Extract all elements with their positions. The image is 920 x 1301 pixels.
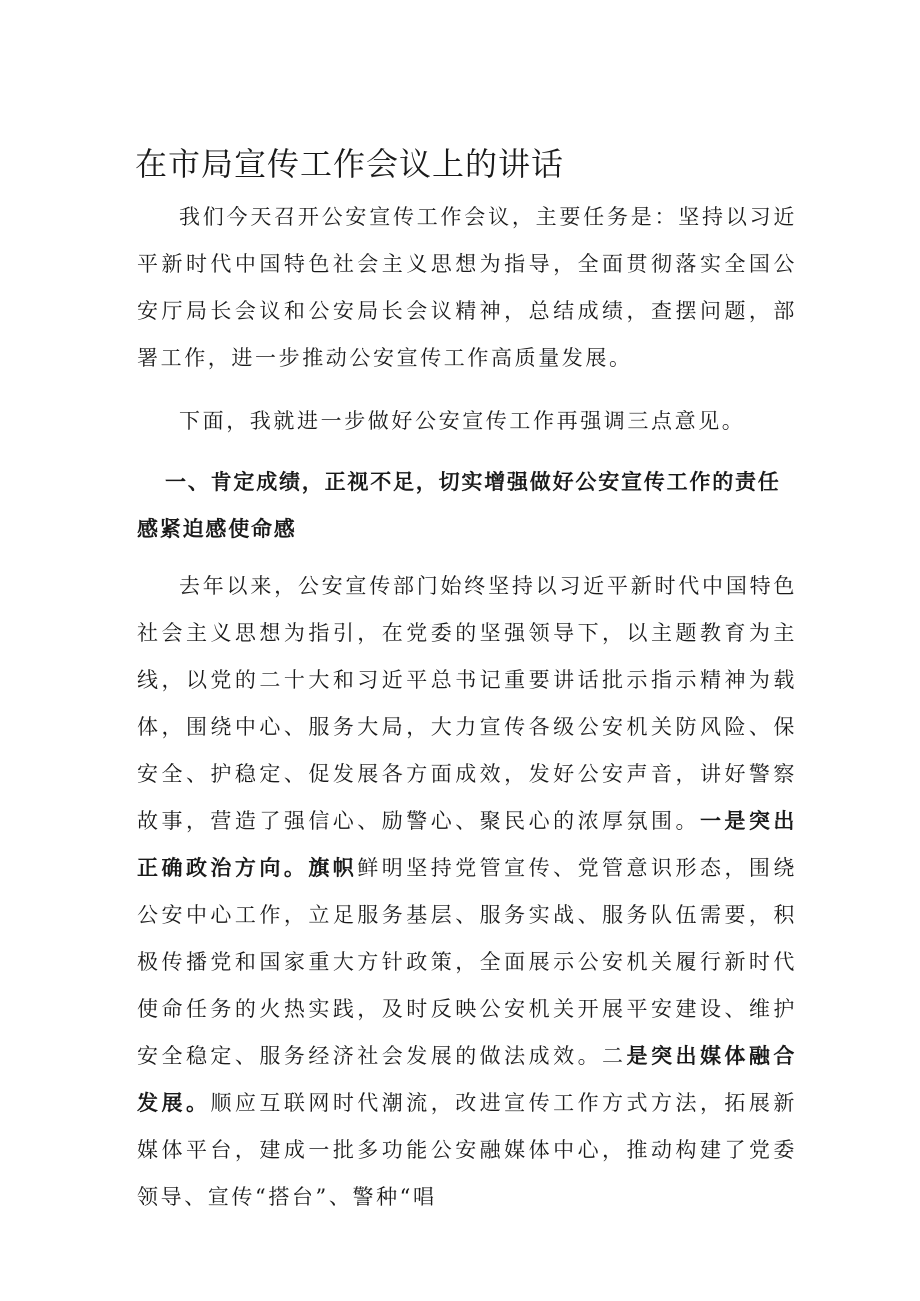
point-1-text: 鲜明坚持党管宣传、党管意识形态，围绕公安中心工作，立足服务基层、服务实战、服务队伍需要，积极传播党和国家重大方针政策，全面展示公安机关履行新时代使命任务的火热实践，及时反映公安机关开展平安建设、维护安全稳定、服务经济社会发展的做法成效。 bbox=[137, 856, 797, 1068]
section-1-body-part1: 去年以来，公安宣传部门始终坚持以习近平新时代中国特色社会主义思想为指引，在党委的坚强领导下，以主题教育为主线，以党的二十大和习近平总书记重要讲话批示指示精神为载体，围绕中心、服务大局，大力宣传各级公安机关防风险、保安全、护稳定、促发展各方面成效，发好公安声音，讲好警察故事，营造了强信心、励警心、聚民心的浓厚氛围。 bbox=[137, 574, 797, 833]
point-2-label: 是突出媒体融合发展。 bbox=[137, 1044, 797, 1115]
intro-paragraph-2: 下面，我就进一步做好公安宣传工作再强调三点意见。 bbox=[179, 409, 746, 433]
document-title: 在市局宣传工作会议上的讲话 bbox=[135, 145, 565, 183]
point-2-prefix: 二 bbox=[602, 1044, 627, 1068]
point-2-text: 顺应互联网时代潮流，改进宣传工作方式方法，拓展新媒体平台，建成一批多功能公安融媒体中心，推动构建了党委领导、宣传“搭台”、警种“唱 bbox=[137, 1091, 797, 1209]
section-1-heading: 一、肯定成绩，正视不足，切实增强做好公安宣传工作的责任感紧迫感使命感 bbox=[137, 470, 781, 541]
point-1-label: 一是突出正确政治方向。旗帜 bbox=[137, 809, 797, 880]
document-page bbox=[137, 138, 797, 1221]
intro-paragraph: 我们今天召开公安宣传工作会议，主要任务是：坚持以习近平新时代中国特色社会主义思想为指导，全面贯彻落实全国公安厅局长会议和公安局长会议精神，总结成绩，查摆问题，部署工作，进一步推动公安宣传工作高质量发展。 bbox=[137, 205, 797, 370]
section-1-body bbox=[137, 563, 797, 1221]
